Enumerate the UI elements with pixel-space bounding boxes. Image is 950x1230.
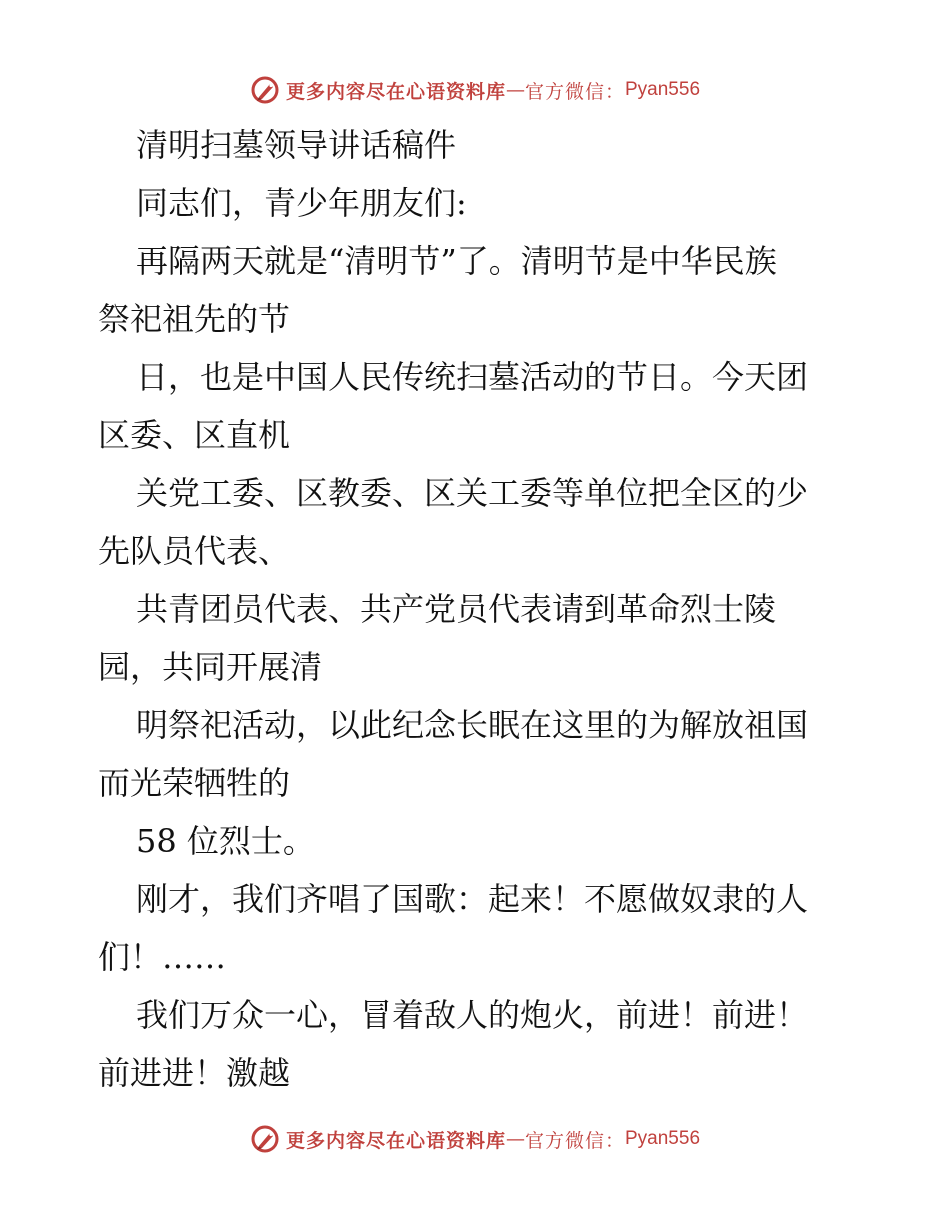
greeting-line: 同志们，青少年朋友们: [136, 184, 467, 222]
pen-logo-icon [250, 1124, 280, 1154]
text-line: 而光荣牺牲的 [98, 764, 291, 802]
pen-logo-icon [250, 75, 280, 105]
banner-separator: — [505, 79, 525, 101]
document-title: 清明扫墓领导讲话稿件 [136, 126, 457, 164]
text-line: 我们万众一心，冒着敌人的炮火，前进！前进！ [136, 996, 809, 1034]
header-banner [0, 70, 950, 110]
banner-wechat-id: Pyan556 [625, 1128, 701, 1149]
text-line: 前进进！激越 [98, 1054, 291, 1092]
text-line: 58 位烈士。 [136, 822, 315, 860]
banner-brand: 更多内容尽在心语资料库 [285, 1129, 506, 1152]
text-line: 日，也是中国人民传统扫墓活动的节日。今天团 [136, 358, 809, 396]
banner-separator: — [505, 1128, 525, 1150]
text-line: 刚才，我们齐唱了国歌：起来！不愿做奴隶的人 [136, 880, 809, 918]
banner-brand: 更多内容尽在心语资料库 [285, 80, 506, 103]
banner-wechat-id: Pyan556 [625, 79, 701, 100]
banner-wechat-label: 官方微信： [524, 1129, 625, 1152]
text-line: 再隔两天就是“清明节”了。清明节是中华民族 [136, 242, 777, 280]
text-line: 明祭祀活动，以此纪念长眠在这里的为解放祖国 [136, 706, 809, 744]
banner-wechat-label: 官方微信： [524, 80, 625, 103]
text-line: 们！…… [98, 938, 227, 976]
text-line: 祭祀祖先的节 [98, 300, 291, 338]
text-line: 关党工委、区教委、区关工委等单位把全区的少 [136, 474, 809, 512]
footer-banner [0, 1119, 950, 1159]
text-line: 共青团员代表、共产党员代表请到革命烈士陵 [136, 590, 777, 628]
text-line: 先队员代表、 [98, 532, 291, 570]
document-body [98, 116, 858, 1102]
text-line: 园，共同开展清 [98, 648, 323, 686]
text-line: 区委、区直机 [98, 416, 291, 454]
